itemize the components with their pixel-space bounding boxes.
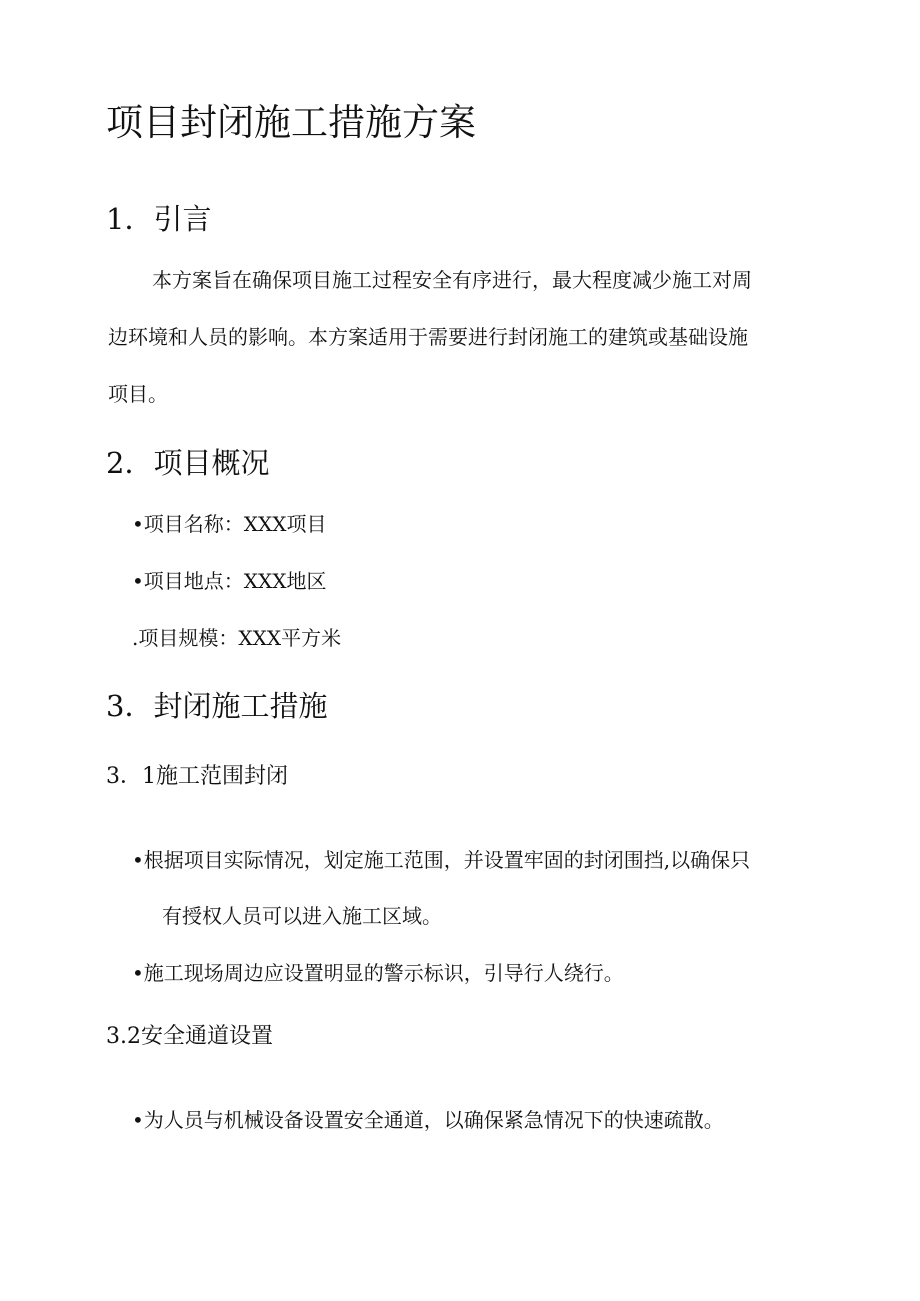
project-scale-item: .项目规模：XXX平方米 <box>132 626 342 650</box>
intro-paragraph-line-3: 项目。 <box>108 382 168 406</box>
section-heading-closure-measures: 3．封闭施工措施 <box>106 689 328 723</box>
scope-closure-item-1-line-2: 有授权人员可以进入施工区域。 <box>162 904 442 928</box>
project-location-item: •项目地点：XXX地区 <box>132 569 327 593</box>
scope-closure-item-2: •施工现场周边应设置明显的警示标识，引导行人绕行。 <box>132 961 624 985</box>
section-heading-introduction: 1．引言 <box>106 202 212 236</box>
intro-paragraph-line-1: 本方案旨在确保项目施工过程安全有序进行，最大程度减少施工对周 <box>152 268 752 292</box>
section-heading-project-overview: 2．项目概况 <box>106 446 270 480</box>
safety-passage-item-1: •为人员与机械设备设置安全通道，以确保紧急情况下的快速疏散。 <box>132 1108 724 1132</box>
page-title: 项目封闭施工措施方案 <box>106 101 476 144</box>
scope-closure-item-1-line-1: •根据项目实际情况，划定施工范围，并设置牢固的封闭围挡,以确保只 <box>132 848 751 872</box>
subsection-heading-safety-passage: 3.2安全通道设置 <box>106 1024 273 1049</box>
intro-paragraph-line-2: 边环境和人员的影响。本方案适用于需要进行封闭施工的建筑或基础设施 <box>108 325 748 349</box>
project-name-item: •项目名称：XXX项目 <box>132 512 327 536</box>
subsection-heading-scope-closure: 3．1施工范围封闭 <box>106 764 288 789</box>
